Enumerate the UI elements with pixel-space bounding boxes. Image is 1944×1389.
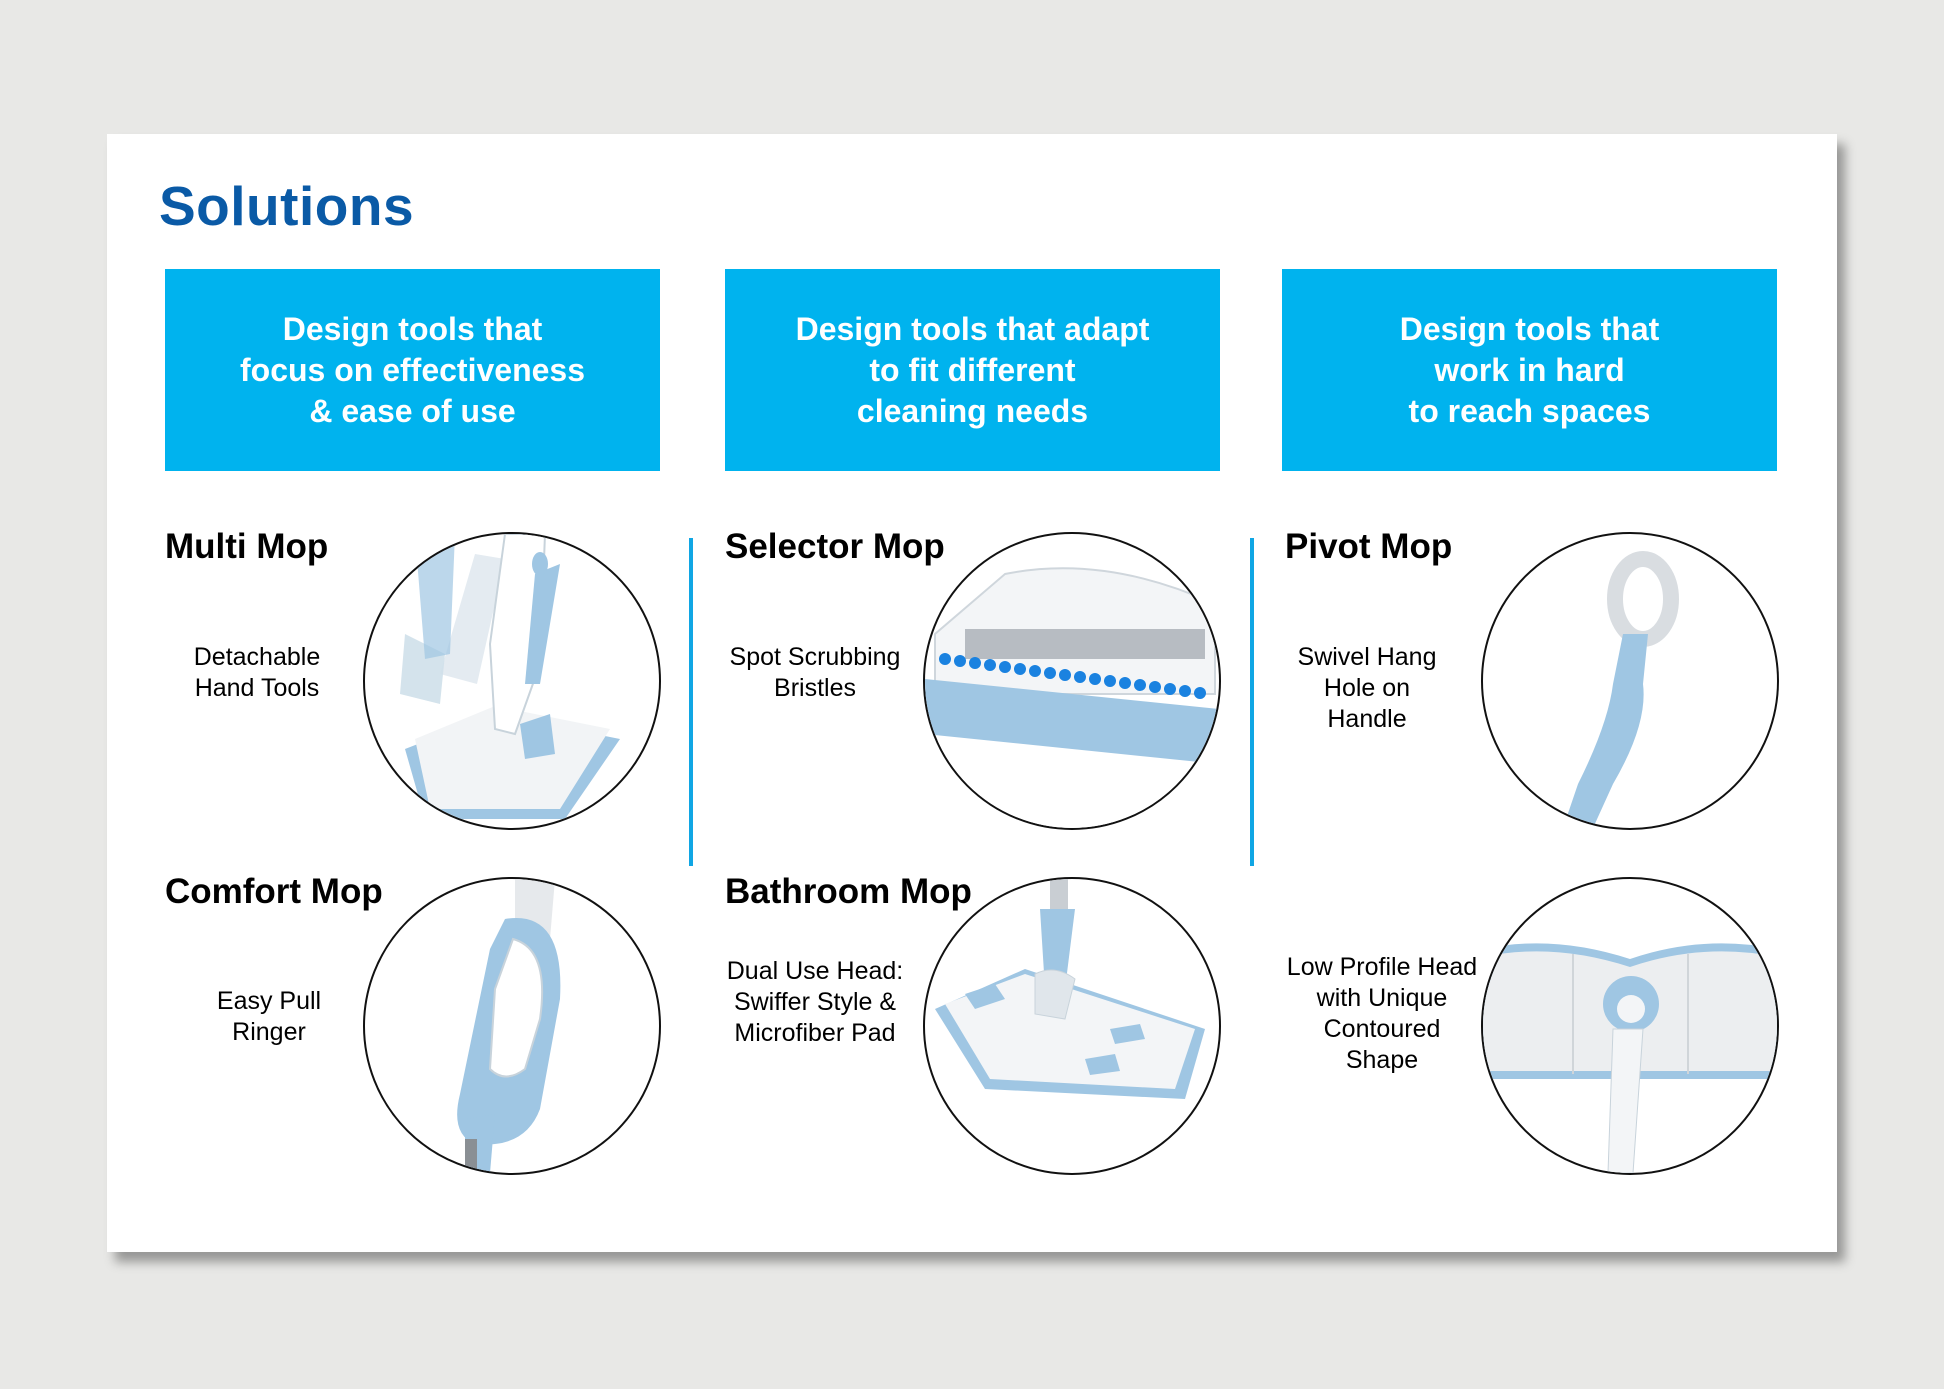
banner-text: Design tools that focus on effectiveness & ease of use	[240, 310, 585, 429]
selector-mop-image	[923, 532, 1221, 830]
feature-detachable-hand-tools: Detachable Hand Tools	[193, 643, 321, 702]
product-title-pivot-mop: Pivot Mop	[1285, 527, 1453, 566]
column-divider	[1250, 538, 1254, 866]
slide	[107, 134, 1837, 1252]
feature-easy-pull-ringer: Easy Pull Ringer	[216, 987, 322, 1046]
page-title: Solutions	[159, 175, 415, 237]
pivot-mop-image	[1481, 532, 1779, 830]
comfort-mop-image	[363, 877, 661, 1175]
product-title-multi-mop: Multi Mop	[165, 527, 329, 566]
product-title-selector-mop: Selector Mop	[725, 527, 945, 566]
feature-spot-scrubbing-bristles: Spot Scrubbing Bristles	[729, 643, 901, 702]
product-title-bathroom-mop: Bathroom Mop	[725, 872, 972, 911]
bathroom-mop-image	[923, 877, 1221, 1175]
product-title-comfort-mop: Comfort Mop	[165, 872, 383, 911]
column-divider	[689, 538, 693, 866]
banner-effectiveness	[165, 269, 660, 471]
banner-text: Design tools that adapt to fit different cleaning needs	[795, 310, 1150, 429]
banner-hard-to-reach	[1282, 269, 1777, 471]
banner-text: Design tools that work in hard to reach spaces	[1399, 310, 1660, 429]
feature-low-profile-head: Low Profile Head with Unique Contoured Shape	[1286, 953, 1478, 1074]
low-profile-head-image	[1481, 877, 1779, 1175]
multi-mop-image	[363, 532, 661, 830]
feature-dual-use-head: Dual Use Head: Swiffer Style & Microfiber Pad	[726, 957, 904, 1047]
banner-adapt	[725, 269, 1220, 471]
feature-swivel-hang-hole: Swivel Hang Hole on Handle	[1297, 643, 1437, 733]
